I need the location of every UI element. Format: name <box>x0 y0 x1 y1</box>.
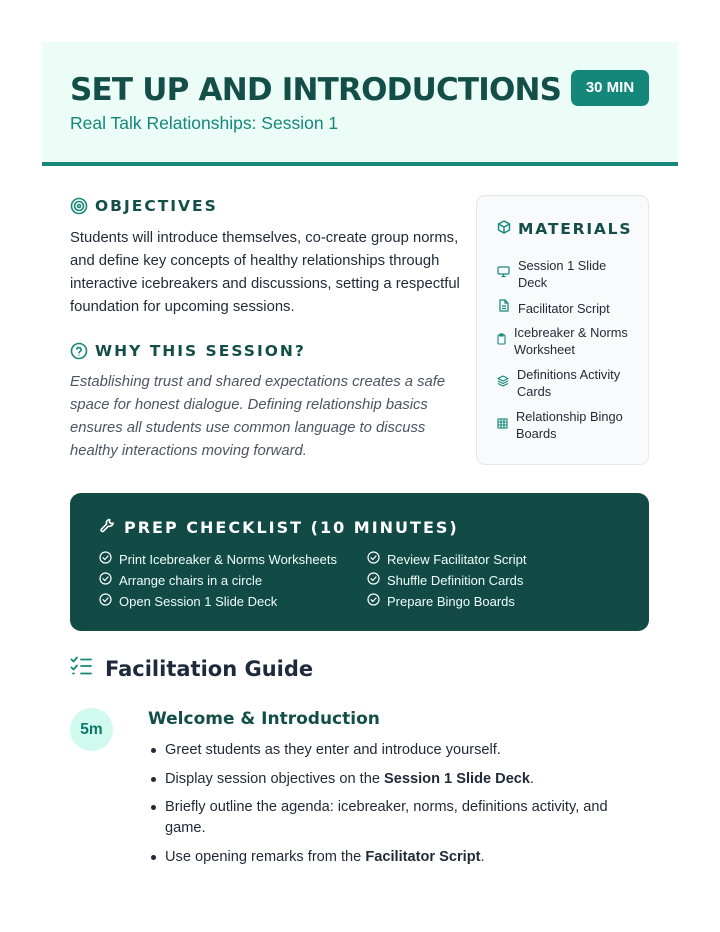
list-item: Display session objectives on the Session 1 Slide Deck. <box>148 769 648 790</box>
question-circle-icon <box>70 342 88 360</box>
monitor-icon <box>497 265 510 283</box>
page-header <box>42 42 678 166</box>
checklist-item <box>99 551 337 567</box>
grid-icon <box>497 416 508 434</box>
material-label: Definitions Activity Cards <box>517 367 621 399</box>
why-heading-label: WHY THIS SESSION? <box>95 342 306 360</box>
checklist-label: Print Icebreaker & Norms Worksheets <box>119 551 337 567</box>
checklist-item <box>367 572 523 588</box>
step-bullet-list <box>148 740 648 875</box>
checklist-item <box>367 551 526 567</box>
materials-panel <box>476 195 649 465</box>
check-circle-icon <box>367 551 380 567</box>
material-reference: Session 1 Slide Deck <box>384 770 531 787</box>
checklist-item <box>367 593 515 609</box>
layers-icon <box>497 374 509 392</box>
materials-heading <box>497 220 632 238</box>
checklist-item <box>99 572 262 588</box>
check-circle-icon <box>99 593 112 609</box>
why-heading <box>70 342 306 360</box>
check-circle-icon <box>99 551 112 567</box>
checklist-label: Shuffle Definition Cards <box>387 572 524 588</box>
list-item: Greet students as they enter and introduce yourself. <box>148 740 648 761</box>
clipboard-icon <box>497 332 506 350</box>
check-circle-icon <box>367 593 380 609</box>
duration-badge: 30 MIN <box>571 70 649 106</box>
material-item <box>497 366 637 400</box>
list-item: Briefly outline the agenda: icebreaker, norms, definitions activity, and game. <box>148 797 648 839</box>
material-item <box>497 408 636 442</box>
material-reference: Facilitator Script <box>365 848 481 865</box>
package-icon <box>497 220 511 238</box>
checklist-label: Open Session 1 Slide Deck <box>119 593 278 609</box>
step-title: Welcome & Introduction <box>148 709 380 729</box>
material-item <box>497 257 638 291</box>
document-icon <box>497 299 510 317</box>
page-title: SET UP AND INTRODUCTIONS <box>70 72 562 108</box>
check-circle-icon <box>99 572 112 588</box>
check-circle-icon <box>367 572 380 588</box>
target-icon <box>70 197 88 215</box>
why-text: Establishing trust and shared expectations creates a safe space for honest dialogue. Defining relationship basics ensures all students use common language to discuss healthy interactions moving forward. <box>70 374 446 459</box>
material-label: Facilitator Script <box>518 300 610 316</box>
material-label: Relationship Bingo Boards <box>516 409 623 441</box>
list-item: Use opening remarks from the Facilitator Script. <box>148 847 648 868</box>
facilitation-guide-label: Facilitation Guide <box>105 656 314 681</box>
material-item <box>497 324 634 358</box>
prep-heading <box>99 517 459 538</box>
objectives-text: Students will introduce themselves, co-create group norms, and define key concepts of healthy relationships through interactive icebreakers and discussions, setting a respectful foundation for upcoming sessions. <box>70 230 460 315</box>
wrench-icon <box>99 517 116 538</box>
checklist-label: Arrange chairs in a circle <box>119 572 263 588</box>
material-label: Session 1 Slide Deck <box>518 258 607 290</box>
prep-checklist-panel <box>70 493 649 631</box>
prep-heading-label: PREP CHECKLIST (10 MINUTES) <box>124 518 459 537</box>
facilitation-guide-heading <box>70 656 313 681</box>
checklist-label: Review Facilitator Script <box>387 551 527 567</box>
checklist-icon <box>70 656 93 681</box>
checklist-label: Prepare Bingo Boards <box>387 593 515 609</box>
objectives-heading <box>70 197 218 215</box>
material-item <box>497 299 638 317</box>
material-label: Icebreaker & Norms Worksheet <box>514 325 628 357</box>
page-subtitle: Real Talk Relationships: Session 1 <box>70 113 339 133</box>
materials-heading-label: MATERIALS <box>518 220 633 238</box>
step-time-badge: 5m <box>70 708 113 751</box>
checklist-item <box>99 593 277 609</box>
objectives-heading-label: OBJECTIVES <box>95 197 218 215</box>
